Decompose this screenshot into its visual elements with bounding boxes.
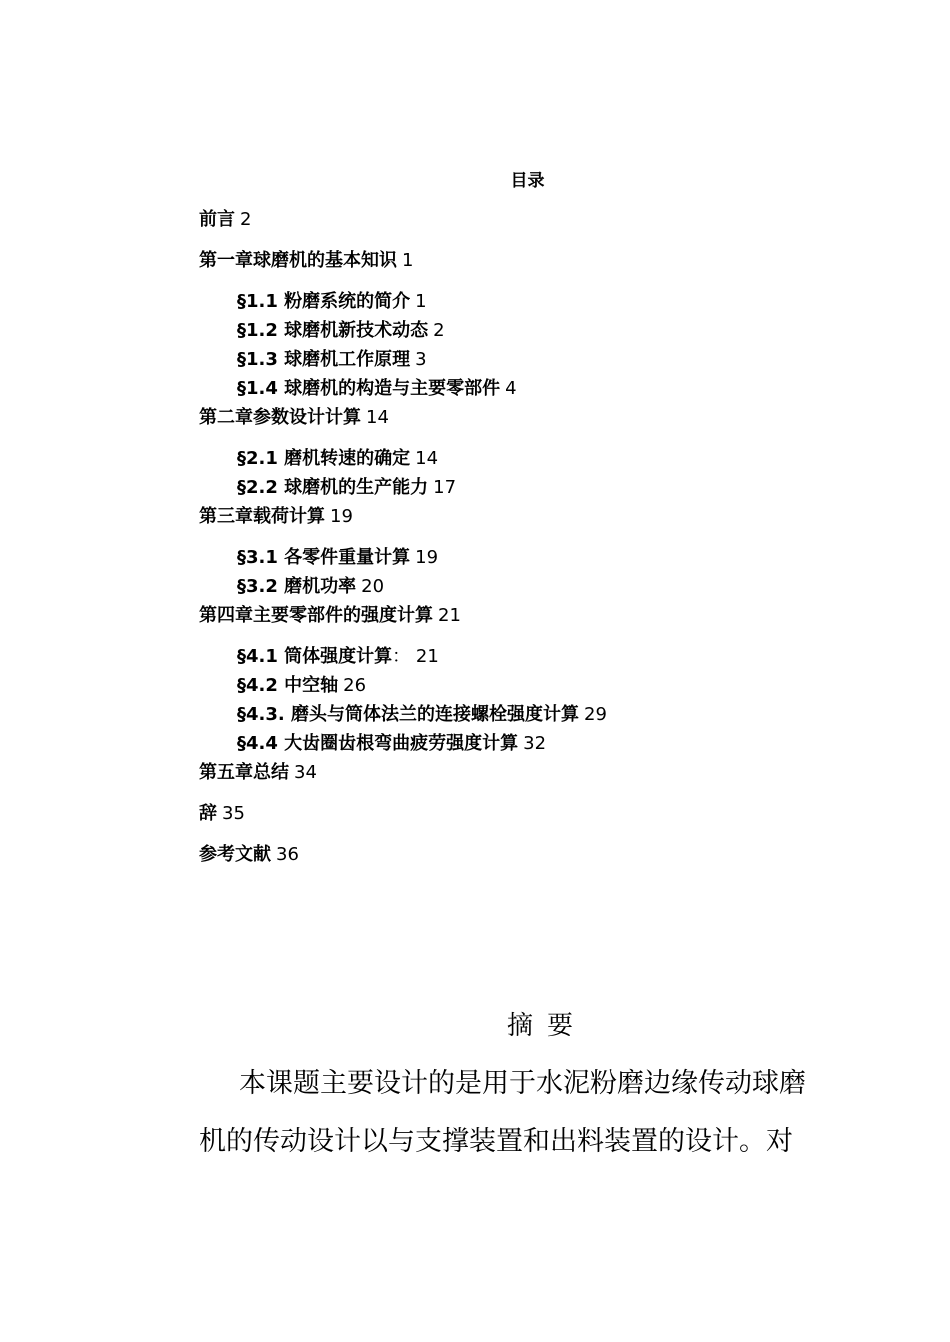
- toc-entry-section-4-1[interactable]: [237, 645, 439, 669]
- toc-entry-section-3-2[interactable]: [237, 575, 384, 599]
- toc-entry-section-1-1[interactable]: [237, 290, 427, 314]
- toc-entry-title: §3.2 磨机功率: [237, 576, 357, 597]
- toc-entry-chapter-1[interactable]: [199, 249, 413, 273]
- toc-entry-section-2-1[interactable]: [237, 447, 438, 471]
- toc-entry-chapter-4[interactable]: [199, 604, 461, 628]
- toc-entry-page: 1: [415, 291, 427, 312]
- toc-entry-page: 14: [366, 407, 389, 428]
- toc-entry-page: 36: [276, 844, 299, 865]
- toc-entry-section-4-2[interactable]: [237, 674, 366, 698]
- toc-entry-page: 19: [415, 547, 439, 568]
- toc-entry-page: 2: [433, 320, 445, 341]
- toc-entry-title: §4.3. 磨头与筒体法兰的连接螺栓强度计算: [237, 704, 579, 725]
- toc-entry-title: 第四章主要零部件的强度计算: [199, 605, 433, 626]
- toc-entry-title: §1.1 粉磨系统的简介: [237, 291, 411, 312]
- toc-entry-page: 4: [505, 378, 517, 399]
- toc-entry-page: 21: [438, 605, 461, 626]
- toc-entry-acknowledgements[interactable]: [199, 802, 245, 826]
- toc-entry-page: 32: [523, 733, 547, 754]
- toc-entry-section-4-4[interactable]: [237, 732, 546, 756]
- toc-entry-title: §4.1 筒体强度计算: [237, 646, 393, 667]
- toc-entry-section-1-4[interactable]: [237, 377, 517, 401]
- toc-entry-title: §4.4 大齿圈齿根弯曲疲劳强度计算: [237, 733, 519, 754]
- abstract-paragraph-line: 本课题主要设计的是用于水泥粉磨边缘传动球磨: [239, 1068, 806, 1099]
- toc-entry-page: ： 21: [392, 646, 439, 667]
- toc-entry-page: 26: [343, 675, 367, 696]
- toc-entry-preface[interactable]: [199, 208, 251, 232]
- toc-entry-title: §1.4 球磨机的构造与主要零部件: [237, 378, 501, 399]
- toc-entry-title: 第一章球磨机的基本知识: [199, 250, 397, 271]
- toc-entry-title: §2.1 磨机转速的确定: [237, 448, 411, 469]
- toc-entry-page: 35: [222, 803, 245, 824]
- toc-entry-page: 19: [330, 506, 353, 527]
- toc-entry-title: §1.2 球磨机新技术动态: [237, 320, 429, 341]
- toc-entry-page: 2: [240, 209, 252, 230]
- toc-entry-chapter-2[interactable]: [199, 406, 389, 430]
- toc-entry-title: §1.3 球磨机工作原理: [237, 349, 411, 370]
- toc-entry-title: 参考文献: [199, 844, 271, 865]
- toc-entry-page: 29: [584, 704, 607, 725]
- toc-entry-title: §4.2 中空轴: [237, 675, 339, 696]
- toc-entry-section-4-3[interactable]: [237, 703, 607, 727]
- toc-entry-page: 1: [402, 250, 414, 271]
- toc-entry-page: 3: [415, 349, 427, 370]
- toc-entry-title: §3.1 各零件重量计算: [237, 547, 411, 568]
- toc-entry-page: 14: [415, 448, 439, 469]
- toc-entry-chapter-5[interactable]: [199, 761, 317, 785]
- abstract-heading: 摘要: [507, 1011, 588, 1041]
- toc-entry-title: 辞: [199, 803, 217, 824]
- toc-entry-section-1-3[interactable]: [237, 348, 427, 372]
- toc-entry-page: 20: [361, 576, 385, 597]
- toc-entry-section-3-1[interactable]: [237, 546, 438, 570]
- toc-entry-chapter-3[interactable]: [199, 505, 353, 529]
- toc-entry-section-1-2[interactable]: [237, 319, 445, 343]
- toc-entry-title: 第三章载荷计算: [199, 506, 325, 527]
- toc-entry-title: 第五章总结: [199, 762, 289, 783]
- toc-entry-section-2-2[interactable]: [237, 476, 456, 500]
- abstract-paragraph-line: 机的传动设计以与支撑装置和出料装置的设计。对: [199, 1126, 793, 1157]
- toc-entry-page: 17: [433, 477, 457, 498]
- toc-entry-references[interactable]: [199, 843, 299, 867]
- toc-title: 目录: [510, 171, 545, 191]
- toc-entry-title: 前言: [199, 209, 235, 230]
- toc-entry-title: §2.2 球磨机的生产能力: [237, 477, 429, 498]
- toc-entry-page: 34: [294, 762, 317, 783]
- toc-entry-title: 第二章参数设计计算: [199, 407, 361, 428]
